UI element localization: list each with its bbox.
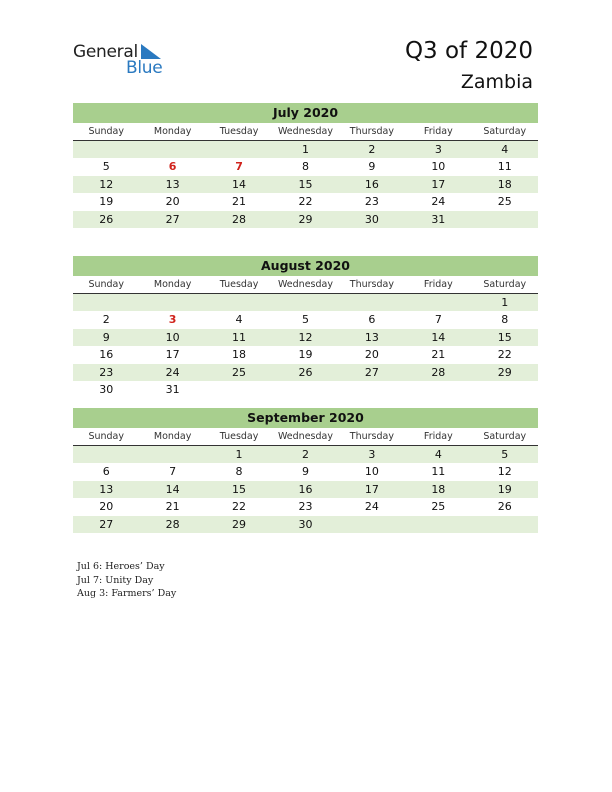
- holiday-notes: [77, 560, 176, 601]
- day-cell: 5: [301, 313, 309, 327]
- weekday-label: Tuesday: [219, 126, 259, 137]
- month-september-2020: [73, 408, 538, 533]
- day-cell: 16: [99, 348, 114, 362]
- day-cell: 20: [165, 195, 180, 209]
- day-cell: 28: [232, 212, 247, 226]
- day-cell: 21: [165, 500, 180, 514]
- day-cell: [73, 446, 139, 463]
- holiday-day-cell: 6: [168, 160, 177, 174]
- day-cell: [206, 381, 272, 398]
- weekday-label: Friday: [423, 431, 453, 442]
- week-row: [73, 311, 538, 328]
- day-cell: [139, 446, 205, 463]
- day-cell: 18: [232, 348, 247, 362]
- day-cell: 26: [497, 500, 512, 514]
- day-cell: 19: [298, 348, 313, 362]
- day-cell: [472, 381, 538, 398]
- day-cell: 28: [431, 365, 446, 379]
- day-cell: 1: [501, 296, 509, 309]
- weekday-label: Tuesday: [219, 431, 259, 442]
- day-cell: 30: [364, 212, 379, 226]
- day-cell: 21: [232, 195, 247, 209]
- weekday-header-row: [73, 428, 538, 446]
- day-cell: 28: [165, 517, 180, 531]
- weekday-label: Thursday: [349, 126, 394, 137]
- weekday-label: Saturday: [483, 126, 527, 137]
- day-cell: 17: [165, 348, 180, 362]
- holiday-note: Aug 3: Farmers’ Day: [77, 588, 177, 599]
- week-row: [73, 329, 538, 346]
- holiday-note: Jul 6: Heroes’ Day: [77, 561, 165, 572]
- day-cell: 6: [102, 465, 110, 479]
- day-cell: 26: [298, 365, 313, 379]
- day-cell: [73, 294, 139, 311]
- day-cell: 5: [102, 160, 110, 174]
- day-cell: 13: [165, 177, 180, 191]
- week-row: [73, 141, 538, 158]
- weekday-label: Saturday: [483, 279, 527, 290]
- day-cell: 4: [501, 143, 509, 156]
- day-cell: 25: [497, 195, 512, 209]
- day-cell: 14: [431, 330, 446, 344]
- day-cell: 9: [102, 330, 110, 344]
- day-cell: [139, 141, 205, 158]
- weekday-label: Monday: [153, 126, 192, 137]
- day-cell: 15: [298, 177, 313, 191]
- day-cell: 2: [368, 143, 376, 156]
- day-cell: 9: [301, 465, 309, 479]
- day-cell: 3: [434, 143, 442, 156]
- month-header: July 2020: [73, 103, 538, 123]
- day-cell: [472, 516, 538, 533]
- brand-blue-text: Blue: [126, 58, 163, 78]
- day-cell: 13: [99, 482, 114, 496]
- weekday-label: Thursday: [349, 431, 394, 442]
- weekday-header-row: [73, 123, 538, 141]
- day-cell: 10: [364, 465, 379, 479]
- day-cell: 14: [232, 177, 247, 191]
- day-cell: 10: [431, 160, 446, 174]
- day-cell: 20: [99, 500, 114, 514]
- week-row: [73, 364, 538, 381]
- weekday-label: Sunday: [88, 431, 124, 442]
- day-cell: [339, 516, 405, 533]
- day-cell: 22: [497, 348, 512, 362]
- month-grid: [73, 294, 538, 398]
- day-cell: 27: [165, 212, 180, 226]
- day-cell: 23: [298, 500, 313, 514]
- day-cell: 22: [298, 195, 313, 209]
- month-august-2020: [73, 256, 538, 398]
- day-cell: 2: [102, 313, 110, 327]
- day-cell: 16: [298, 482, 313, 496]
- day-cell: [405, 516, 471, 533]
- day-cell: 29: [232, 517, 247, 531]
- day-cell: 5: [501, 448, 509, 461]
- day-cell: [272, 294, 338, 311]
- day-cell: 1: [235, 448, 243, 461]
- day-cell: 15: [232, 482, 247, 496]
- day-cell: [405, 381, 471, 398]
- day-cell: 27: [364, 365, 379, 379]
- day-cell: 7: [169, 465, 177, 479]
- day-cell: 31: [431, 212, 446, 226]
- day-cell: 11: [497, 160, 512, 174]
- day-cell: 10: [165, 330, 180, 344]
- holiday-day-cell: 3: [168, 313, 177, 327]
- week-row: [73, 481, 538, 498]
- day-cell: 11: [232, 330, 247, 344]
- day-cell: 27: [99, 517, 114, 531]
- day-cell: 29: [497, 365, 512, 379]
- week-row: [73, 193, 538, 210]
- day-cell: 11: [431, 465, 446, 479]
- month-header: August 2020: [73, 256, 538, 276]
- day-cell: 22: [232, 500, 247, 514]
- day-cell: 18: [431, 482, 446, 496]
- holiday-note: Jul 7: Unity Day: [77, 574, 154, 586]
- day-cell: 4: [235, 313, 243, 327]
- day-cell: 17: [364, 482, 379, 496]
- day-cell: 31: [165, 382, 180, 396]
- weekday-label: Monday: [153, 431, 192, 442]
- day-cell: 8: [301, 160, 309, 174]
- day-cell: 24: [364, 500, 379, 514]
- day-cell: [272, 381, 338, 398]
- weekday-label: Friday: [423, 279, 453, 290]
- day-cell: 23: [99, 365, 114, 379]
- month-july-2020: [73, 103, 538, 228]
- day-cell: 16: [364, 177, 379, 191]
- brand-general-text: General: [73, 42, 138, 62]
- weekday-label: Wednesday: [277, 279, 333, 290]
- day-cell: 3: [368, 448, 376, 461]
- day-cell: 13: [364, 330, 379, 344]
- day-cell: 8: [235, 465, 243, 479]
- day-cell: [206, 294, 272, 311]
- day-cell: 25: [232, 365, 247, 379]
- month-header: September 2020: [73, 408, 538, 428]
- day-cell: 12: [298, 330, 313, 344]
- weekday-label: Tuesday: [219, 279, 259, 290]
- page-title: Q3 of 2020: [404, 38, 533, 64]
- week-row: [73, 516, 538, 533]
- day-cell: [139, 294, 205, 311]
- week-row: [73, 294, 538, 311]
- weekday-label: Thursday: [349, 279, 394, 290]
- day-cell: 1: [301, 143, 309, 156]
- day-cell: 14: [165, 482, 180, 496]
- day-cell: 19: [497, 482, 512, 496]
- day-cell: [405, 294, 471, 311]
- month-grid: [73, 446, 538, 533]
- weekday-label: Saturday: [483, 431, 527, 442]
- day-cell: 9: [368, 160, 376, 174]
- week-row: [73, 346, 538, 363]
- weekday-label: Monday: [153, 279, 192, 290]
- weekday-label: Wednesday: [277, 431, 333, 442]
- day-cell: 15: [497, 330, 512, 344]
- day-cell: 2: [301, 448, 309, 461]
- day-cell: 7: [434, 313, 442, 327]
- brand-logo: [73, 42, 173, 78]
- week-row: [73, 463, 538, 480]
- day-cell: 21: [431, 348, 446, 362]
- day-cell: [339, 381, 405, 398]
- day-cell: [472, 211, 538, 228]
- day-cell: 30: [99, 382, 114, 396]
- day-cell: 17: [431, 177, 446, 191]
- day-cell: [339, 294, 405, 311]
- day-cell: 6: [368, 313, 376, 327]
- day-cell: 18: [497, 177, 512, 191]
- week-row: [73, 381, 538, 398]
- weekday-label: Sunday: [88, 126, 124, 137]
- weekday-header-row: [73, 276, 538, 294]
- week-row: [73, 498, 538, 515]
- weekday-label: Friday: [423, 126, 453, 137]
- day-cell: 30: [298, 517, 313, 531]
- weekday-label: Wednesday: [277, 126, 333, 137]
- day-cell: 12: [99, 177, 114, 191]
- day-cell: 29: [298, 212, 313, 226]
- day-cell: 23: [364, 195, 379, 209]
- day-cell: 26: [99, 212, 114, 226]
- day-cell: [73, 141, 139, 158]
- day-cell: 25: [431, 500, 446, 514]
- day-cell: 19: [99, 195, 114, 209]
- day-cell: 12: [497, 465, 512, 479]
- holiday-day-cell: 7: [235, 160, 243, 174]
- month-grid: [73, 141, 538, 228]
- day-cell: 4: [434, 448, 442, 461]
- day-cell: [206, 141, 272, 158]
- day-cell: 24: [431, 195, 446, 209]
- country-name: Zambia: [460, 71, 533, 93]
- day-cell: 24: [165, 365, 180, 379]
- day-cell: 8: [501, 313, 509, 327]
- weekday-label: Sunday: [88, 279, 124, 290]
- day-cell: 20: [364, 348, 379, 362]
- week-row: [73, 176, 538, 193]
- week-row: [73, 158, 538, 175]
- week-row: [73, 446, 538, 463]
- week-row: [73, 211, 538, 228]
